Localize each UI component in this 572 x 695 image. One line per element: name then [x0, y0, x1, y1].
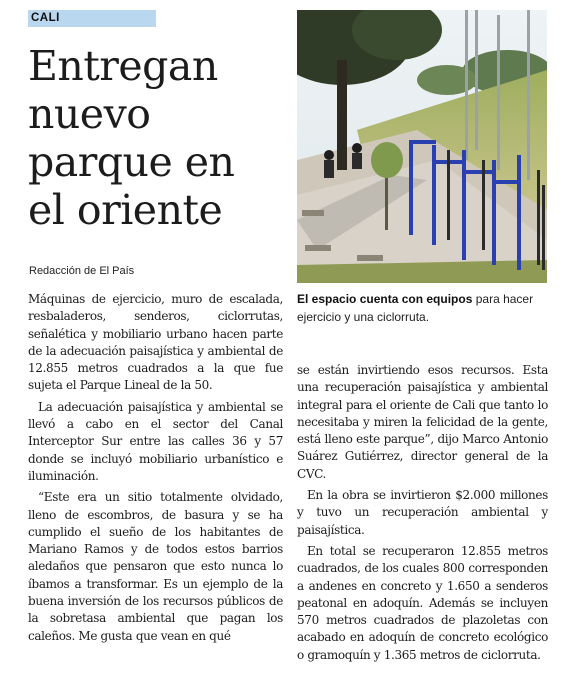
body-paragraph: “Este era un sitio totalmente olvidado, lleno de escombros, de basura y se ha cumplido el sueño de los habitantes de Mariano Ramos y de todos estos barrios aledaños que pensaron que esto nunca lo íbamos a transformar. Es un ejemplo de la buena inversión de los recursos públicos de la sobretasa ambiental que pagan los caleños. Me gusta que vean en qué [28, 490, 283, 643]
byline: Redacción de El País [29, 265, 135, 277]
article-column-right [297, 362, 548, 668]
body-paragraph: En la obra se invirtieron $2.000 millones y tuvo un recuperación ambiental y paisajística. [297, 488, 548, 537]
headline [28, 42, 290, 234]
headline-line: parque en [28, 138, 235, 186]
caption-text: para hacer ejercicio y una ciclorruta. [297, 292, 534, 324]
body-paragraph: se están invirtiendo esos recursos. Esta una recuperación paisajística y ambiental integral para el oriente de Cali que tanto lo necesitaba y miren la felicidad de la gente, está lleno este parque”, dijo Marco Antonio Suárez Gutiérrez, director general de la CVC. [297, 363, 548, 481]
caption-bold: El espacio cuenta con equipos [297, 292, 473, 306]
section-tag: CALI [28, 10, 156, 27]
headline-line: nuevo [28, 90, 151, 138]
body-paragraph: En total se recuperaron 12.855 metros cuadrados, de los cuales 800 corresponden a andenes en concreto y 1.650 a senderos peatonal en adoquín. Además se incluyen 570 metros cuadrados de plazoletas con acabado en adoquín de concreto ecológico o gramoquín y 1.365 metros de ciclorruta. [297, 543, 548, 662]
headline-line: el oriente [28, 186, 223, 234]
headline-line: Entregan [28, 42, 218, 90]
photo-caption [297, 290, 549, 326]
body-paragraph: La adecuación paisajística y ambiental se llevó a cabo en el sector del Canal Interceptor Sur entre las calles 36 y 57 donde se incluyó mobiliario urbanístico e iluminación. [28, 399, 283, 483]
park-photo [297, 10, 547, 283]
park-illustration [297, 10, 547, 283]
body-paragraph: Máquinas de ejercicio, muro de escalada, resbaladeros, senderos, ciclorrutas, señalética y mobiliario urbano hacen parte de la adecuación paisajística y ambiental de 12.855 metros cuadrados a la que fue sujeta el Parque Lineal de la 50. [28, 292, 283, 393]
article-column-left [28, 291, 283, 649]
